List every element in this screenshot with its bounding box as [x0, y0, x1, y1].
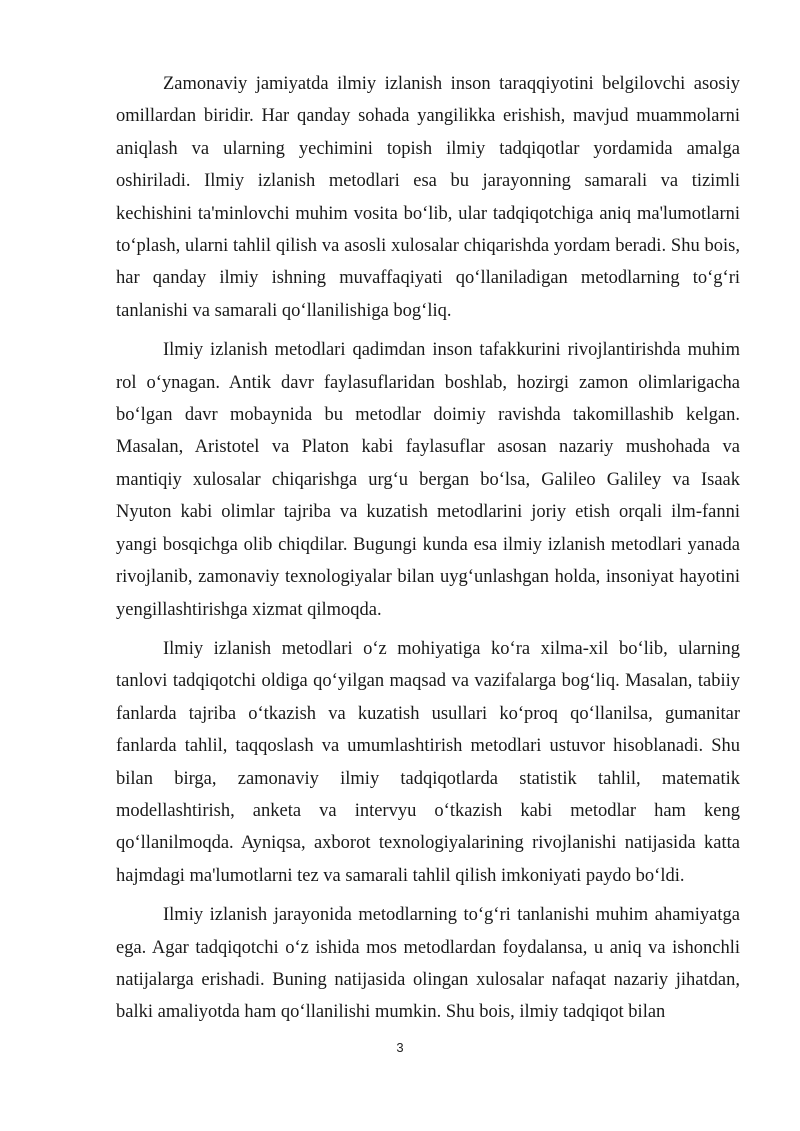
paragraph-1: Zamonaviy jamiyatda ilmiy izlanish inson taraqqiyotini belgilovchi asosiy omillardan biridir. Har qanday sohada yangilikka erishish, mavjud muammolarni aniqlash va ularning yechimini topish ilmiy tadqiqotlar yordamida amalga oshiriladi. Ilmiy izlanish metodlari esa bu jarayonning samarali va tizimli kechishini ta'minlovchi muhim vosita bo‘lib, ular tadqiqotchiga aniq ma'lumotlarni to‘plash, ularni tahlil qilish va asosli xulosalar chiqarishda yordam beradi. Shu bois, har qanday ilmiy ishning muvaffaqiyati qo‘llaniladigan metodlarning to‘g‘ri tanlanishi va samarali qo‘llanilishiga bog‘liq.	[116, 74, 740, 321]
page-number: 3	[396, 1040, 404, 1055]
body-text	[116, 68, 740, 1036]
paragraph-3: Ilmiy izlanish metodlari o‘z mohiyatiga ko‘ra xilma-xil bo‘lib, ularning tanlovi tadqiqotchi oldiga qo‘yilgan maqsad va vazifalarga bog‘liq. Masalan, tabiiy fanlarda tajriba o‘tkazish va kuzatish usullari ko‘proq qo‘llanilsa, gumanitar fanlarda tahlil, taqqoslash va umumlashtirish metodlari ustuvor hisoblanadi. Shu bilan birga, zamonaviy ilmiy tadqiqotlarda statistik tahlil, matematik modellashtirish, anketa va intervyu o‘tkazish kabi metodlar ham keng qo‘llanilmoqda. Ayniqsa, axborot texnologiyalarining rivojlanishi natijasida katta hajmdagi ma'lumotlarni tez va samarali tahlil qilish imkoniyati paydo bo‘ldi.	[116, 638, 740, 886]
paragraph-4: Ilmiy izlanish jarayonida metodlarning to‘g‘ri tanlanishi muhim ahamiyatga ega. Agar tadqiqotchi o‘z ishida mos metodlardan foydalansa, u aniq va ishonchli natijalarga erishadi. Buning natijasida olingan xulosalar nafaqat nazariy jihatdan, balki amaliyotda ham qo‘llanilishi mumkin. Shu bois, ilmiy tadqiqot bilan	[116, 905, 740, 1023]
paragraph-2: Ilmiy izlanish metodlari qadimdan inson tafakkurini rivojlantirishda muhim rol o‘ynagan. Antik davr faylasuflaridan boshlab, hozirgi zamon olimlarigacha bo‘lgan davr mobaynida bu metodlar doimiy ravishda takomillashib kelgan. Masalan, Aristotel va Platon kabi faylasuflar asosan nazariy mushohada va mantiqiy xulosalar chiqarishga urg‘u bergan bo‘lsa, Galileo Galiley va Isaak Nyuton kabi olimlar tajriba va kuzatish metodlarini joriy etish orqali ilm-fanni yangi bosqichga olib chiqdilar. Bugungi kunda esa ilmiy izlanish metodlari yanada rivojlanib, zamonaviy texnologiyalar bilan uyg‘unlashgan holda, insoniyat hayotini yengillashtirishga xizmat qilmoqda.	[116, 340, 740, 620]
